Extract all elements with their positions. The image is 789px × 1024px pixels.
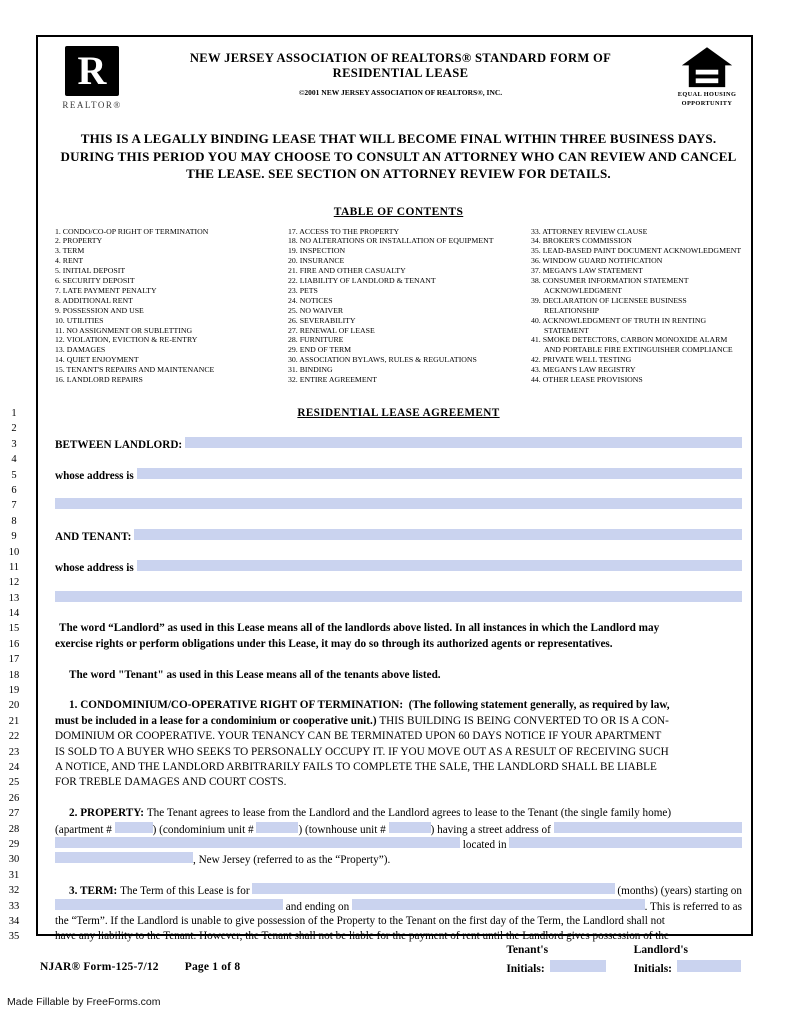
line-text: The word "Tenant" as used in this Lease means all of the tenants above listed. <box>69 668 441 681</box>
form-line <box>8 852 742 867</box>
notice-line: THE LEASE. SEE SECTION ON ATTORNEY REVIEW FOR DETAILS. <box>186 166 611 181</box>
line-text: the “Term”. If the Landlord is unable to give possession of the Property to the Tenant on the first day of the Term, the Landlord shall not <box>55 914 665 927</box>
toc-item: 41. SMOKE DETECTORS, CARBON MONOXIDE ALARM AND PORTABLE FIRE EXTINGUISHER COMPLIANCE <box>531 335 733 355</box>
toc-item: 19. INSPECTION <box>288 246 346 256</box>
toc-item: 30. ASSOCIATION BYLAWS, RULES & REGULATIONS <box>288 355 477 365</box>
line-text: 3. TERM: <box>69 885 121 898</box>
toc-item: 33. ATTORNEY REVIEW CLAUSE <box>531 226 648 236</box>
fill-field[interactable] <box>389 822 431 833</box>
toc-item: 8. ADDITIONAL RENT <box>55 295 133 305</box>
fill-field[interactable] <box>137 560 742 571</box>
toc-item: 31. BINDING <box>288 365 333 375</box>
toc-item: 35. LEAD-BASED PAINT DOCUMENT ACKNOWLEDGMENT <box>531 246 742 256</box>
form-line <box>8 868 742 883</box>
toc-item: 36. WINDOW GUARD NOTIFICATION <box>531 256 663 266</box>
form-line <box>8 591 742 606</box>
line-number: 19 <box>8 685 20 697</box>
toc-column-3 <box>531 227 742 386</box>
form-line <box>8 791 742 806</box>
line-text: ) (condominium unit # <box>152 823 257 836</box>
line-text: 1. CONDOMINIUM/CO-OPERATIVE RIGHT OF TERMINATION: (The following statement generally, as required by law, <box>69 699 670 712</box>
line-number: 7 <box>11 500 17 512</box>
form-line <box>8 899 742 914</box>
line-number: 12 <box>8 577 20 589</box>
line-text: located in <box>460 838 510 851</box>
line-number: 35 <box>8 931 20 943</box>
toc-item: 27. RENEWAL OF LEASE <box>288 325 375 335</box>
line-text: and ending on <box>283 900 352 913</box>
line-text: AND TENANT: <box>55 531 135 544</box>
equal-housing-label-line1: EQUAL HOUSING <box>677 91 737 98</box>
toc-item: 29. END OF TERM <box>288 345 352 355</box>
fill-field[interactable] <box>55 837 460 848</box>
fill-field[interactable] <box>55 498 742 509</box>
form-line <box>8 668 742 683</box>
form-line <box>11 483 742 498</box>
table-of-contents <box>55 227 742 386</box>
realtor-logo-label: REALTOR® <box>62 100 122 110</box>
toc-item: 11. NO ASSIGNMENT OR SUBLETTING <box>55 325 193 335</box>
form-line <box>8 714 742 729</box>
toc-item: 37. MEGAN'S LAW STATEMENT <box>531 266 643 276</box>
line-number: 22 <box>8 731 20 743</box>
equal-housing-house-icon <box>681 46 733 90</box>
header-title-block <box>129 43 672 97</box>
made-fillable-note: Made Fillable by FreeForms.com <box>7 996 161 1008</box>
toc-item: 16. LANDLORD REPAIRS <box>55 375 143 385</box>
form-line <box>11 452 742 467</box>
line-text: exercise rights or perform obligations under this Lease, it may do so through its authorized agents or representatives. <box>55 637 613 650</box>
tenant-initials-label: Initials: <box>506 963 545 975</box>
toc-title: TABLE OF CONTENTS <box>333 205 464 218</box>
paragraph-indent <box>55 893 69 894</box>
toc-item: 7. LATE PAYMENT PENALTY <box>55 285 157 295</box>
form-line <box>8 775 742 790</box>
landlord-initials-block <box>634 944 741 975</box>
toc-item: 28. FURNITURE <box>288 335 344 345</box>
toc-item: 1. CONDO/CO-OP RIGHT OF TERMINATION <box>55 226 209 236</box>
form-header <box>55 43 742 123</box>
toc-item: 12. VIOLATION, EVICTION & RE-ENTRY <box>55 335 198 345</box>
toc-item: 9. POSSESSION AND USE <box>55 305 144 315</box>
line-text: IS SOLD TO A BUYER WHO SEEKS TO PERSONALLY OCCUPY IT. IF YOU MOVE OUT AS A RESULT OF RECEIVING SUCH <box>55 745 669 758</box>
line-text: must be included in a lease for a condominium or cooperative unit.) <box>55 714 380 727</box>
fill-field[interactable] <box>185 437 742 448</box>
document-title-line1: NEW JERSEY ASSOCIATION OF REALTORS® STANDARD FORM OF <box>189 51 612 65</box>
line-number: 24 <box>8 761 20 773</box>
line-text: The Tenant agrees to lease from the Landlord and the Landlord agrees to lease to the Tenant (the single family home) <box>146 807 672 820</box>
line-number: 11 <box>8 561 20 573</box>
toc-item: 10. UTILITIES <box>55 315 104 325</box>
line-number: 34 <box>8 915 20 927</box>
line-text: . This is referred to as <box>644 900 742 913</box>
form-id: NJAR® Form-125-7/12 <box>40 961 159 973</box>
form-line <box>11 514 742 529</box>
toc-item: 25. NO WAIVER <box>288 305 344 315</box>
form-line <box>8 822 742 837</box>
fill-field[interactable] <box>554 822 742 833</box>
line-number: 17 <box>8 654 20 666</box>
fill-field[interactable] <box>509 837 742 848</box>
equal-housing-label-line2: OPPORTUNITY <box>681 99 733 107</box>
fill-field[interactable] <box>137 468 742 479</box>
form-border <box>8 35 753 943</box>
fill-field[interactable] <box>115 822 153 833</box>
form-line <box>8 914 742 929</box>
line-number: 33 <box>8 900 20 912</box>
line-text: (apartment # <box>55 823 115 836</box>
line-text: whose address is <box>55 469 137 482</box>
toc-item: 34. BROKER'S COMMISSION <box>531 236 632 246</box>
attorney-review-notice <box>55 130 742 183</box>
toc-item: 32. ENTIRE AGREEMENT <box>288 375 378 385</box>
form-line <box>8 652 742 667</box>
line-text: The word “Landlord” as used in this Lease means all of the landlords above listed. In all instances in which the Landlord may <box>59 622 660 635</box>
line-number: 8 <box>11 515 17 527</box>
toc-item: 20. INSURANCE <box>288 256 345 266</box>
form-line <box>8 729 742 744</box>
toc-item: 42. PRIVATE WELL TESTING <box>531 355 632 365</box>
line-text: BETWEEN LANDLORD: <box>55 438 185 451</box>
page-footer <box>36 944 753 975</box>
line-number: 16 <box>8 638 20 650</box>
line-number: 6 <box>11 484 17 496</box>
form-line <box>8 929 742 944</box>
line-number: 9 <box>11 531 17 543</box>
copyright-line: ©2001 NEW JERSEY ASSOCIATION OF REALTORS®, INC. <box>298 88 503 97</box>
line-number: 25 <box>8 777 20 789</box>
line-number: 20 <box>8 700 20 712</box>
page-number: Page 1 of 8 <box>184 961 241 973</box>
line-number: 31 <box>8 869 20 881</box>
line-text: ) (townhouse unit # <box>298 823 389 836</box>
toc-item: 18. NO ALTERATIONS OR INSTALLATION OF EQUIPMENT <box>288 236 494 246</box>
form-line <box>8 698 742 713</box>
paragraph-indent <box>55 707 69 708</box>
form-line <box>8 560 742 575</box>
line-text: have any liability to the Tenant. However, the Tenant shall not be liable for the payment of rent until the Landlord gives possession of the <box>55 930 669 943</box>
fill-field[interactable] <box>256 822 298 833</box>
line-number: 10 <box>8 546 20 558</box>
line-number: 2 <box>11 423 17 435</box>
line-number: 26 <box>8 792 20 804</box>
line-number: 23 <box>8 746 20 758</box>
landlord-initials-field[interactable] <box>677 960 741 972</box>
line-text: ) having a street address of <box>430 823 554 836</box>
line-text: , New Jersey (referred to as the “Property”). <box>193 854 391 867</box>
fill-field[interactable] <box>134 529 742 540</box>
line-text: whose address is <box>55 561 137 574</box>
toc-item: 26. SEVERABILITY <box>288 315 356 325</box>
initials-group <box>506 944 753 975</box>
toc-item: 38. CONSUMER INFORMATION STATEMENT ACKNOWLEDGMENT <box>531 276 689 295</box>
form-line <box>11 498 742 513</box>
line-text: A NOTICE, AND THE LANDLORD ARBITRARILY FAILS TO COMPLETE THE SALE, THE LANDLORD SHALL BE LIABLE <box>55 760 657 773</box>
line-number: 29 <box>8 838 20 850</box>
line-number: 27 <box>8 808 20 820</box>
paragraph-indent <box>55 677 69 678</box>
toc-item: 2. PROPERTY <box>55 236 103 246</box>
line-number: 18 <box>8 669 20 681</box>
toc-item: 24. NOTICES <box>288 295 333 305</box>
notice-line: THIS IS A LEGALLY BINDING LEASE THAT WILL BECOME FINAL WITHIN THREE BUSINESS DAYS. <box>80 131 717 146</box>
form-line <box>8 545 742 560</box>
toc-item: 4. RENT <box>55 256 84 266</box>
toc-item: 14. QUIET ENJOYMENT <box>55 355 139 365</box>
landlord-initials-title: Landlord's <box>633 944 688 956</box>
form-line <box>8 621 742 636</box>
form-line <box>11 421 742 436</box>
form-line <box>11 468 742 483</box>
line-number: 5 <box>11 469 17 481</box>
toc-item: 15. TENANT'S REPAIRS AND MAINTENANCE <box>55 365 215 375</box>
equal-housing-logo <box>672 43 742 107</box>
notice-line: DURING THIS PERIOD YOU MAY CHOOSE TO CONSULT AN ATTORNEY WHO CAN REVIEW AND CANCEL <box>60 148 737 164</box>
line-text: (months) (years) starting on <box>614 885 742 898</box>
form-line <box>8 837 742 852</box>
landlord-initials-label: Initials: <box>633 963 672 975</box>
form-reference <box>36 961 240 975</box>
form-line <box>8 683 742 698</box>
toc-item: 21. FIRE AND OTHER CASUALTY <box>288 266 406 276</box>
form-line <box>8 637 742 652</box>
toc-item: 3. TERM <box>55 246 85 256</box>
line-number: 21 <box>8 715 20 727</box>
line-number: 14 <box>8 608 20 620</box>
line-text: FOR TREBLE DAMAGES AND COURT COSTS. <box>55 776 287 789</box>
fill-field[interactable] <box>352 899 645 910</box>
line-text: DOMINIUM OR COOPERATIVE. YOUR TENANCY CAN BE TERMINATED UPON 60 DAYS NOTICE IF YOUR APARTMENT <box>55 730 662 743</box>
line-number: 28 <box>8 823 20 835</box>
form-line <box>8 760 742 775</box>
fill-field[interactable] <box>55 591 742 602</box>
toc-item: 13. DAMAGES <box>55 345 106 355</box>
toc-item: 17. ACCESS TO THE PROPERTY <box>288 226 400 236</box>
realtor-logo <box>55 43 129 110</box>
form-line <box>11 437 742 452</box>
form-line <box>8 575 742 590</box>
line-number: 15 <box>8 623 20 635</box>
toc-column-1 <box>55 227 288 386</box>
toc-column-2 <box>288 227 531 386</box>
toc-item: 39. DECLARATION OF LICENSEE BUSINESS RELATIONSHIP <box>531 295 687 315</box>
toc-item: 40. ACKNOWLEDGMENT OF TRUTH IN RENTING STATEMENT <box>531 315 707 335</box>
fill-field[interactable] <box>55 852 193 863</box>
lease-body-lines <box>8 406 742 945</box>
line-number: 3 <box>11 438 17 450</box>
form-line <box>8 883 742 898</box>
line-text: 2. PROPERTY: <box>69 807 147 820</box>
document-title-line2: RESIDENTIAL LEASE <box>332 66 469 80</box>
line-number: 4 <box>11 454 17 466</box>
section-heading: RESIDENTIAL LEASE AGREEMENT <box>297 407 500 419</box>
form-line <box>8 806 742 821</box>
tenant-initials-field[interactable] <box>550 960 606 972</box>
line-number: 13 <box>8 592 20 604</box>
realtor-logo-icon: R <box>65 46 119 96</box>
toc-item: 5. INITIAL DEPOSIT <box>55 266 126 276</box>
toc-item: 23. PETS <box>288 285 318 295</box>
form-line <box>11 406 742 421</box>
form-line <box>8 745 742 760</box>
toc-item: 44. OTHER LEASE PROVISIONS <box>531 375 643 385</box>
tenant-initials-title: Tenant's <box>506 944 549 956</box>
fill-field[interactable] <box>55 899 283 910</box>
tenant-initials-block <box>506 944 605 975</box>
line-text: The Term of this Lease is for <box>120 885 253 898</box>
form-line <box>11 529 742 544</box>
line-number: 1 <box>11 408 17 419</box>
toc-item: 6. SECURITY DEPOSIT <box>55 276 135 286</box>
toc-item: 22. LIABILITY OF LANDLORD & TENANT <box>288 276 436 286</box>
line-text: THIS BUILDING IS BEING CONVERTED TO OR IS A CON- <box>379 714 669 727</box>
line-number: 30 <box>8 854 20 866</box>
toc-item: 43. MEGAN'S LAW REGISTRY <box>531 365 636 375</box>
fill-field[interactable] <box>252 883 614 894</box>
paragraph-indent <box>55 815 69 816</box>
line-number: 32 <box>8 885 20 897</box>
form-line <box>8 606 742 621</box>
